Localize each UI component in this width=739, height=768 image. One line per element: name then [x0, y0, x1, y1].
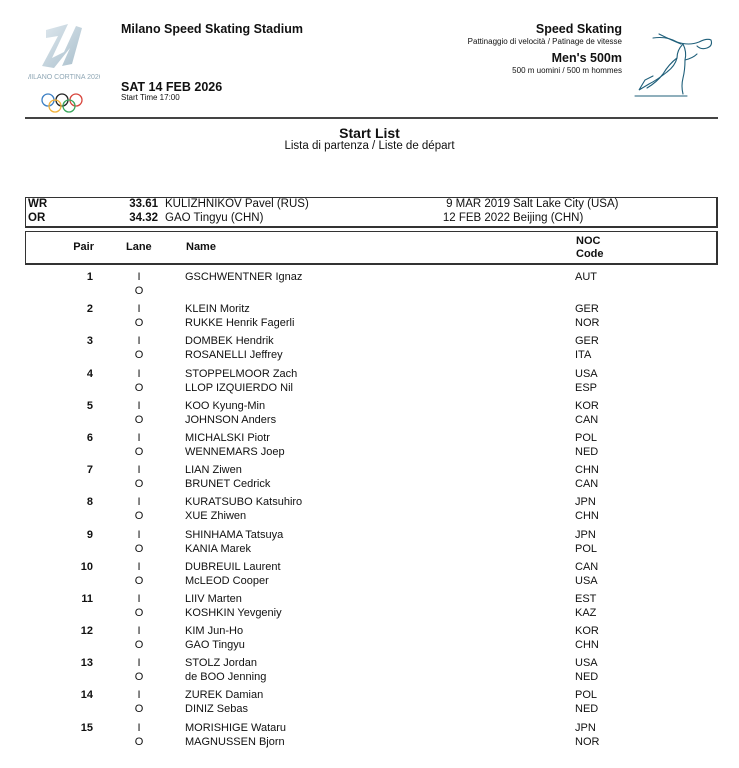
noc-code-inner: KOR [575, 625, 599, 638]
speed-skater-pictogram-icon [627, 30, 721, 100]
lane-outer: O [134, 413, 144, 426]
sport-translation: Pattinaggio di velocità / Patinage de vitesse [467, 37, 622, 46]
pair-row [0, 688, 739, 720]
pair-row [0, 302, 739, 334]
athlete-name-outer: JOHNSON Anders [185, 413, 277, 426]
record-date: 9 MAR 2019 [446, 198, 510, 210]
noc-code-inner: CAN [575, 560, 599, 573]
column-header-noc-line2: Code [576, 248, 604, 260]
athlete-name-inner: LIIV Marten [185, 592, 242, 605]
noc-code-inner: CHN [575, 464, 599, 477]
event-translation: 500 m uomini / 500 m hommes [512, 66, 622, 75]
noc-code-inner: AUT [575, 271, 597, 283]
record-time: 33.61 [129, 198, 158, 210]
record-place: Beijing (CHN) [513, 212, 584, 224]
lane-outer: O [134, 349, 144, 362]
noc-code-outer: KAZ [575, 606, 597, 619]
pair-number: 3 [86, 335, 93, 348]
pair-number: 14 [80, 689, 93, 702]
noc-code-inner: JPN [575, 528, 596, 541]
athlete-name-inner: SHINHAMA Tatsuya [185, 528, 284, 541]
lane-inner: I [137, 399, 141, 412]
noc-code-inner: USA [575, 367, 598, 380]
pair-number: 5 [86, 399, 93, 412]
pair-row [0, 624, 739, 656]
column-header-lane: Lane [126, 241, 152, 253]
pair-number: 10 [80, 560, 93, 573]
athlete-name-inner: LIAN Ziwen [185, 464, 242, 477]
lane-inner: I [137, 592, 141, 605]
lane-outer: O [134, 285, 144, 297]
noc-code-outer: POL [575, 542, 598, 555]
lane-inner: I [137, 528, 141, 541]
column-header-pair: Pair [73, 241, 94, 253]
athlete-name-inner: GSCHWENTNER Ignaz [185, 271, 303, 283]
records-box [25, 197, 718, 228]
pair-number: 9 [86, 528, 93, 541]
lane-outer: O [134, 510, 144, 523]
athlete-name-outer: KANIA Marek [185, 542, 252, 555]
noc-code-outer: CAN [575, 478, 599, 491]
pair-row [0, 560, 739, 592]
record-code: WR [28, 198, 48, 210]
athlete-name-outer: de BOO Jenning [185, 671, 267, 684]
lane-inner: I [137, 271, 141, 283]
event-name: Men's 500m [551, 51, 622, 65]
noc-code-outer: NED [575, 445, 599, 458]
athlete-name-outer: MAGNUSSEN Bjorn [185, 735, 285, 748]
athlete-name-outer: McLEOD Cooper [185, 574, 269, 587]
athlete-name-inner: ZUREK Damian [185, 689, 264, 702]
table-header [25, 231, 718, 265]
pair-row [0, 431, 739, 463]
record-time: 34.32 [129, 212, 158, 224]
logo-text: MILANO CORTINA 2026 [28, 74, 100, 81]
lane-outer: O [134, 735, 144, 748]
lane-outer: O [134, 671, 144, 684]
lane-outer: O [134, 606, 144, 619]
noc-code-inner: EST [575, 592, 597, 605]
noc-code-outer: NED [575, 671, 599, 684]
pair-row [0, 334, 739, 366]
record-holder: GAO Tingyu (CHN) [165, 212, 264, 224]
lane-outer: O [134, 445, 144, 458]
pair-row [0, 463, 739, 495]
athlete-name-inner: KIM Jun-Ho [185, 625, 244, 638]
athlete-name-inner: DUBREUIL Laurent [185, 560, 281, 573]
lane-outer: O [134, 703, 144, 716]
pair-number: 12 [80, 625, 93, 638]
athlete-name-inner: KURATSUBO Katsuhiro [185, 496, 303, 509]
noc-code-inner: GER [575, 303, 599, 316]
lane-inner: I [137, 464, 141, 477]
athlete-name-outer: KOSHKIN Yevgeniy [185, 606, 282, 619]
pair-number: 7 [86, 464, 93, 477]
noc-code-outer: CHN [575, 510, 599, 523]
pair-number: 2 [86, 303, 93, 316]
pair-row [0, 270, 739, 302]
pair-number: 13 [80, 657, 93, 670]
record-date: 12 FEB 2022 [442, 212, 510, 224]
record-row-wr [26, 198, 716, 211]
olympic-emblem-icon [28, 18, 100, 114]
athlete-name-inner: KLEIN Moritz [185, 303, 250, 316]
athlete-name-inner: DOMBEK Hendrik [185, 335, 274, 348]
noc-code-outer: USA [575, 574, 598, 587]
noc-code-outer: NOR [575, 317, 600, 330]
document-title: Start List [339, 125, 400, 141]
noc-code-outer: CAN [575, 413, 599, 426]
pair-row [0, 656, 739, 688]
lane-inner: I [137, 335, 141, 348]
athlete-name-inner: STOLZ Jordan [185, 657, 257, 670]
noc-code-inner: GER [575, 335, 599, 348]
pair-row [0, 721, 739, 753]
lane-outer: O [134, 317, 144, 330]
athlete-name-inner: KOO Kyung-Min [185, 399, 266, 412]
header-rule [25, 117, 718, 119]
athlete-name-outer: LLOP IZQUIERDO Nil [185, 381, 293, 394]
athlete-name-outer: RUKKE Henrik Fagerli [185, 317, 295, 330]
pair-row [0, 592, 739, 624]
venue-name: Milano Speed Skating Stadium [121, 22, 303, 36]
lane-inner: I [137, 689, 141, 702]
pair-row [0, 399, 739, 431]
pair-row [0, 367, 739, 399]
athlete-name-outer: GAO Tingyu [185, 639, 245, 652]
lane-outer: O [134, 639, 144, 652]
column-header-noc [576, 235, 604, 261]
start-time: Start Time 17:00 [121, 93, 180, 102]
athlete-name-inner: MORISHIGE Wataru [185, 721, 287, 734]
noc-code-inner: JPN [575, 721, 596, 734]
record-code: OR [28, 212, 46, 224]
lane-outer: O [134, 542, 144, 555]
pair-number: 11 [81, 592, 93, 605]
noc-code-inner: POL [575, 689, 598, 702]
noc-code-inner: KOR [575, 399, 599, 412]
pair-row [0, 528, 739, 560]
lane-inner: I [137, 625, 141, 638]
athlete-name-inner: MICHALSKI Piotr [185, 431, 270, 444]
lane-inner: I [137, 303, 141, 316]
lane-inner: I [137, 721, 141, 734]
milano-cortina-logo [28, 18, 100, 114]
athlete-name-outer: DINIZ Sebas [185, 703, 248, 716]
lane-inner: I [137, 657, 141, 670]
noc-code-outer: NED [575, 703, 599, 716]
noc-code-outer: CHN [575, 639, 599, 652]
athlete-name-outer: ROSANELLI Jeffrey [185, 349, 283, 362]
noc-code-outer: NOR [575, 735, 600, 748]
record-place: Salt Lake City (USA) [513, 198, 619, 210]
noc-code-inner: JPN [575, 496, 596, 509]
column-header-noc-line1: NOC [576, 235, 601, 247]
lane-inner: I [137, 496, 141, 509]
noc-code-outer: ESP [575, 381, 598, 394]
pair-number: 4 [86, 367, 93, 380]
start-list-table [0, 270, 739, 753]
athlete-name-outer: XUE Zhiwen [185, 510, 247, 523]
lane-outer: O [134, 381, 144, 394]
lane-inner: I [137, 431, 141, 444]
record-holder: KULIZHNIKOV Pavel (RUS) [165, 198, 309, 210]
column-header-name: Name [186, 241, 216, 253]
pair-row [0, 495, 739, 527]
pair-number: 1 [86, 271, 93, 283]
pair-number: 15 [80, 721, 93, 734]
noc-code-inner: USA [575, 657, 598, 670]
document-subtitle: Lista di partenza / Liste de départ [284, 140, 455, 152]
lane-outer: O [134, 478, 144, 491]
athlete-name-outer: BRUNET Cedrick [185, 478, 271, 491]
lane-outer: O [134, 574, 144, 587]
event-date: SAT 14 FEB 2026 [121, 80, 223, 94]
athlete-name-outer: WENNEMARS Joep [185, 445, 285, 458]
pair-number: 6 [86, 431, 93, 444]
noc-code-outer: ITA [575, 349, 592, 362]
lane-inner: I [137, 367, 141, 380]
athlete-name-inner: STOPPELMOOR Zach [185, 367, 298, 380]
record-row-or [26, 212, 716, 225]
sport-name: Speed Skating [535, 22, 622, 36]
noc-code-inner: POL [575, 431, 598, 444]
pair-number: 8 [86, 496, 93, 509]
lane-inner: I [137, 560, 141, 573]
